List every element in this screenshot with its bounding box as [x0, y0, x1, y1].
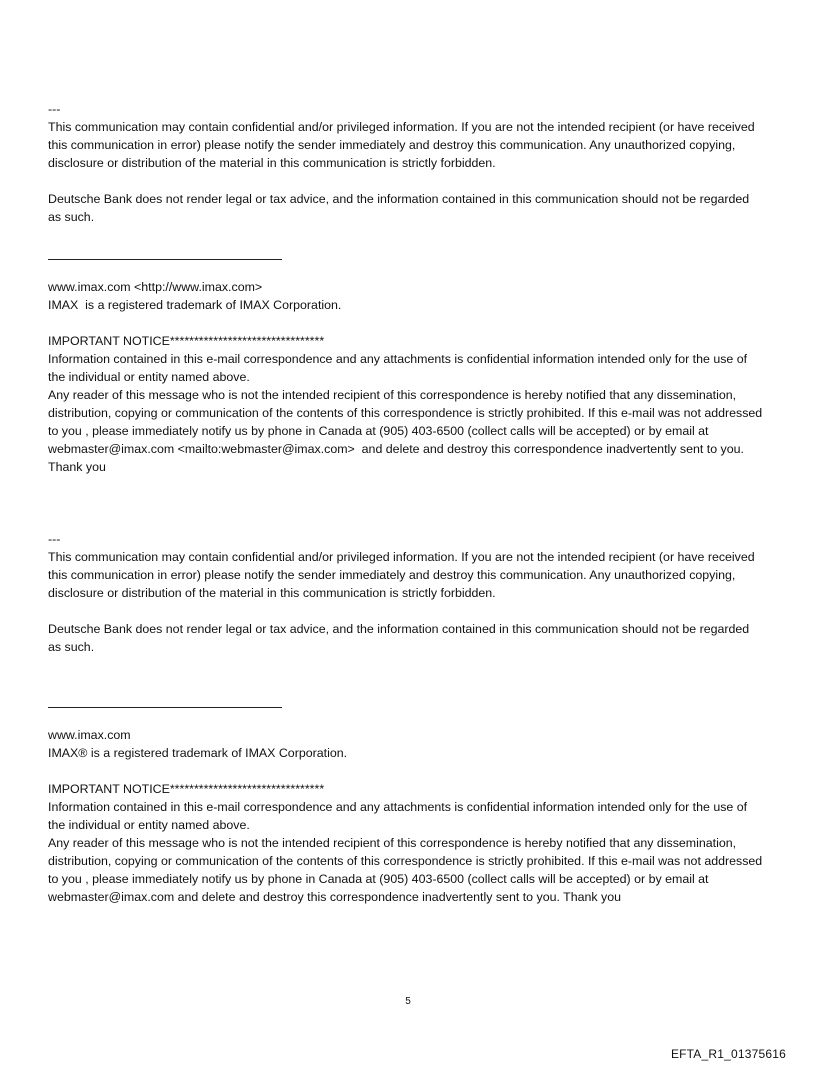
confidentiality-notice: This communication may contain confidential and/or privileged information. If you are not the intended recipient (or have received this communication in error) please notify the sender immediately and destroy this communication. Any unauthorized copying, disclosure or distribution of the material in this communication is strictly forbidden.: [48, 550, 759, 600]
trademark-line: IMAX is a registered trademark of IMAX Corporation.: [48, 298, 342, 312]
important-notice-body: Any reader of this message who is not the intended recipient of this correspondence is hereby notified that any dissemination, distribution, copying or communication of the contents of this correspondence is strictly prohibited. If this e-mail was not addressed to you , please immediately notify us by phone in Canada at (905) 403-6500 (collect calls will be accepted) or by email at webmaster@imax.com <mailto:webmaster@imax.com> and delete and destroy this correspondence inadvertently sent to you. Thank you: [48, 388, 766, 474]
document-body: [48, 100, 764, 906]
document-id: EFTA_R1_01375616: [670, 1047, 786, 1061]
trademark-line: IMAX® is a registered trademark of IMAX Corporation.: [48, 746, 348, 760]
website-link: www.imax.com <http://www.imax.com>: [48, 280, 263, 294]
important-notice-body: Any reader of this message who is not the intended recipient of this correspondence is hereby notified that any dissemination, distribution, copying or communication of the contents of this correspondence is strictly prohibited. If this e-mail was not addressed to you , please immediately notify us by phone in Canada at (905) 403-6500 (collect calls will be accepted) or by email at webmaster@imax.com and delete and destroy this correspondence inadvertently sent to you. Thank you: [48, 836, 766, 904]
separator: ---: [48, 532, 61, 546]
important-notice-heading: IMPORTANT NOTICE********************************: [48, 334, 325, 348]
important-notice-body: Information contained in this e-mail correspondence and any attachments is confidential information intended only for the use of the individual or entity named above.: [48, 352, 751, 384]
page-number: 5: [405, 996, 411, 1007]
important-notice-heading: IMPORTANT NOTICE********************************: [48, 782, 325, 796]
separator: ---: [48, 102, 61, 116]
website-link: www.imax.com: [48, 728, 131, 742]
important-notice-body: Information contained in this e-mail correspondence and any attachments is confidential information intended only for the use of the individual or entity named above.: [48, 800, 751, 832]
tax-advice-notice: Deutsche Bank does not render legal or tax advice, and the information contained in this communication should not be regarded as such.: [48, 622, 753, 654]
confidentiality-notice: This communication may contain confidential and/or privileged information. If you are not the intended recipient (or have received this communication in error) please notify the sender immediately and destroy this communication. Any unauthorized copying, disclosure or distribution of the material in this communication is strictly forbidden.: [48, 120, 759, 170]
tax-advice-notice: Deutsche Bank does not render legal or tax advice, and the information contained in this communication should not be regarded as such.: [48, 192, 753, 224]
